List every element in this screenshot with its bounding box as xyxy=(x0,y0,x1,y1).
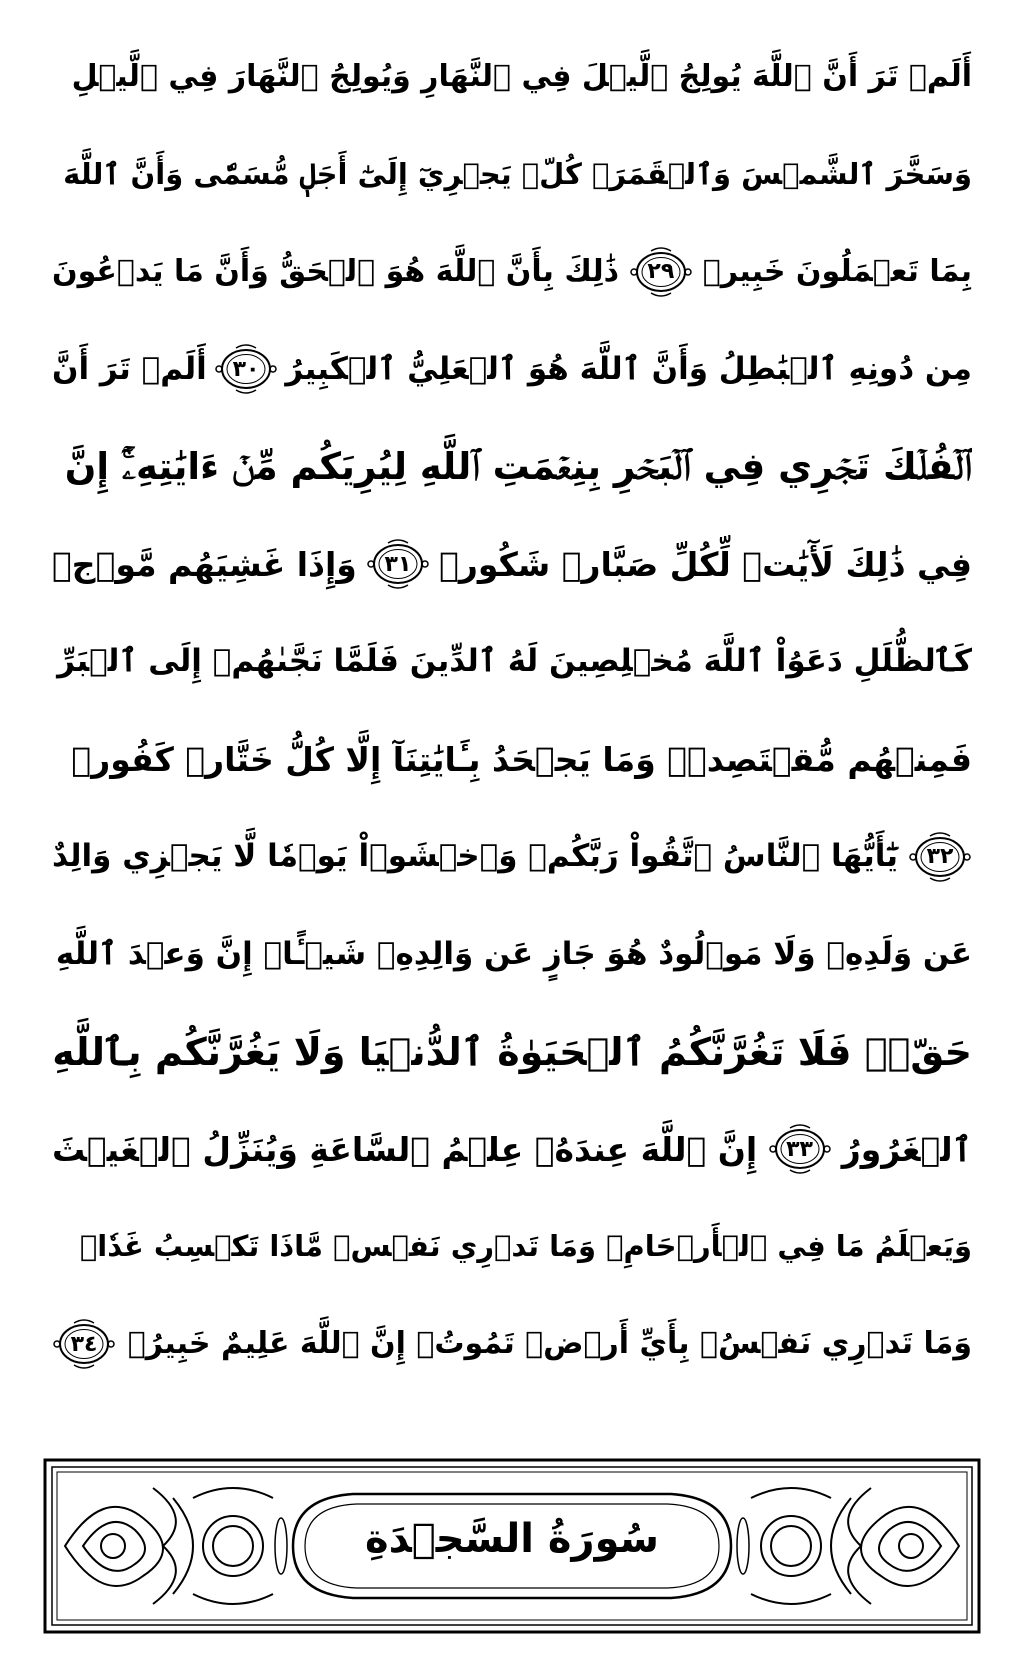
verse-text: حَقّٞۖ فَلَا تَغُرَّنَّكُمُ ٱلۡحَيَوٰةُ ٱلدُّنۡيَا وَلَا يَغُرَّنَّكُم بِٱللَّهِ xyxy=(52,1029,972,1074)
ayah-number: ٣٢ xyxy=(926,844,954,870)
verse-line xyxy=(52,418,972,516)
ayah-number: ٣٠ xyxy=(232,356,260,382)
verse-text: عَن وَلَدِهِۦ وَلَا مَوۡلُودٌ هُوَ جَازٍ عَن وَالِدِهِۦ شَيۡـًٔاۚ إِنَّ وَعۡدَ ٱللَّهِ xyxy=(55,935,972,972)
surah-header-banner xyxy=(43,1458,981,1634)
verse-text: يَٰٓأَيُّهَا ٱلنَّاسُ ٱتَّقُواْ رَبَّكُمۡ وَٱخۡشَوۡاْ يَوۡمٗا لَّا يَجۡزِي وَالِدٌ xyxy=(52,838,899,875)
verse-text: وَإِذَا غَشِيَهُم مَّوۡجٞ xyxy=(52,544,357,584)
verse-line xyxy=(52,1296,972,1394)
verse-line xyxy=(52,126,972,224)
verse-line xyxy=(52,516,972,614)
verse-text: أَلَمۡ تَرَ أَنَّ ٱللَّهَ يُولِجُ ٱلَّيۡلَ فِي ٱلنَّهَارِ وَيُولِجُ ٱلنَّهَارَ فِي ٱلَّيۡلِ xyxy=(71,58,972,94)
verse-text: مِن دُونِهِ ٱلۡبَٰطِلُ وَأَنَّ ٱللَّهَ هُوَ ٱلۡعَلِيُّ ٱلۡكَبِيرُ xyxy=(285,350,972,387)
verse-line xyxy=(52,223,972,321)
verse-line xyxy=(52,1003,972,1101)
verse-text: أَلَمۡ تَرَ أَنَّ xyxy=(52,350,207,387)
ayah-number-marker xyxy=(768,1123,832,1175)
verse-line xyxy=(52,711,972,809)
ayah-number-marker xyxy=(52,1318,116,1370)
verse-text: كَٱلظُّلَلِ دَعَوُاْ ٱللَّهَ مُخۡلِصِينَ لَهُ ٱلدِّينَ فَلَمَّا نَجَّىٰهُمۡ إِلَى ٱلۡبَرِّ xyxy=(57,643,972,680)
verse-line xyxy=(52,613,972,711)
ayah-number-marker xyxy=(629,246,693,298)
ayah-number: ٣٤ xyxy=(70,1331,98,1357)
ayah-number-marker xyxy=(366,538,430,590)
surah-title: سُورَةُ السَّجۡدَةِ xyxy=(365,1516,659,1562)
ayah-number: ٣٣ xyxy=(786,1136,813,1162)
verse-line xyxy=(52,321,972,419)
verse-text: ٱلۡفُلۡكَ تَجۡرِي فِي ٱلۡبَحۡرِ بِنِعۡمَتِ ٱللَّهِ لِيُرِيَكُم مِّنۡ ءَايَٰتِهِۦٓۚ إِنَّ xyxy=(64,445,972,489)
verse-text: وَسَخَّرَ ٱلشَّمۡسَ وَٱلۡقَمَرَۖ كُلّٞ يَجۡرِيٓ إِلَىٰٓ أَجَلٖ مُّسَمّٗى وَأَنَّ ٱللَّهَ xyxy=(63,156,972,191)
verse-text: وَمَا تَدۡرِي نَفۡسُۢ بِأَيِّ أَرۡضٖ تَمُوتُۚ إِنَّ ٱللَّهَ عَلِيمٌ خَبِيرُۢ xyxy=(127,1326,972,1362)
verse-text: إِنَّ ٱللَّهَ عِندَهُۥ عِلۡمُ ٱلسَّاعَةِ وَيُنَزِّلُ ٱلۡغَيۡثَ xyxy=(52,1129,758,1169)
verse-text: فَمِنۡهُم مُّقۡتَصِدٞۚ وَمَا يَجۡحَدُ بِـَٔايَٰتِنَآ إِلَّا كُلُّ خَتَّارٖ كَفُورٖ xyxy=(71,739,972,779)
ayah-number-marker xyxy=(908,831,972,883)
ayah-number-marker xyxy=(214,343,278,395)
verse-text: ٱلۡغَرُورُ xyxy=(841,1129,972,1169)
verse-lines xyxy=(52,28,972,1393)
verse-text: فِي ذَٰلِكَ لَأٓيَٰتٖ لِّكُلِّ صَبَّارٖ شَكُورٖ xyxy=(439,544,972,584)
verse-text: وَيَعۡلَمُ مَا فِي ٱلۡأَرۡحَامِۖ وَمَا تَدۡرِي نَفۡسٞ مَّاذَا تَكۡسِبُ غَدٗاۖ xyxy=(79,1229,972,1264)
verse-line xyxy=(52,906,972,1004)
verse-text: بِمَا تَعۡمَلُونَ خَبِيرٞ xyxy=(702,253,972,289)
verse-line xyxy=(52,28,972,126)
verse-text: ذَٰلِكَ بِأَنَّ ٱللَّهَ هُوَ ٱلۡحَقُّ وَأَنَّ مَا يَدۡعُونَ xyxy=(52,253,619,289)
verse-line xyxy=(52,808,972,906)
ayah-number: ٢٩ xyxy=(647,259,675,285)
ayah-number: ٣١ xyxy=(384,551,412,577)
verse-line xyxy=(52,1198,972,1296)
verse-line xyxy=(52,1101,972,1199)
